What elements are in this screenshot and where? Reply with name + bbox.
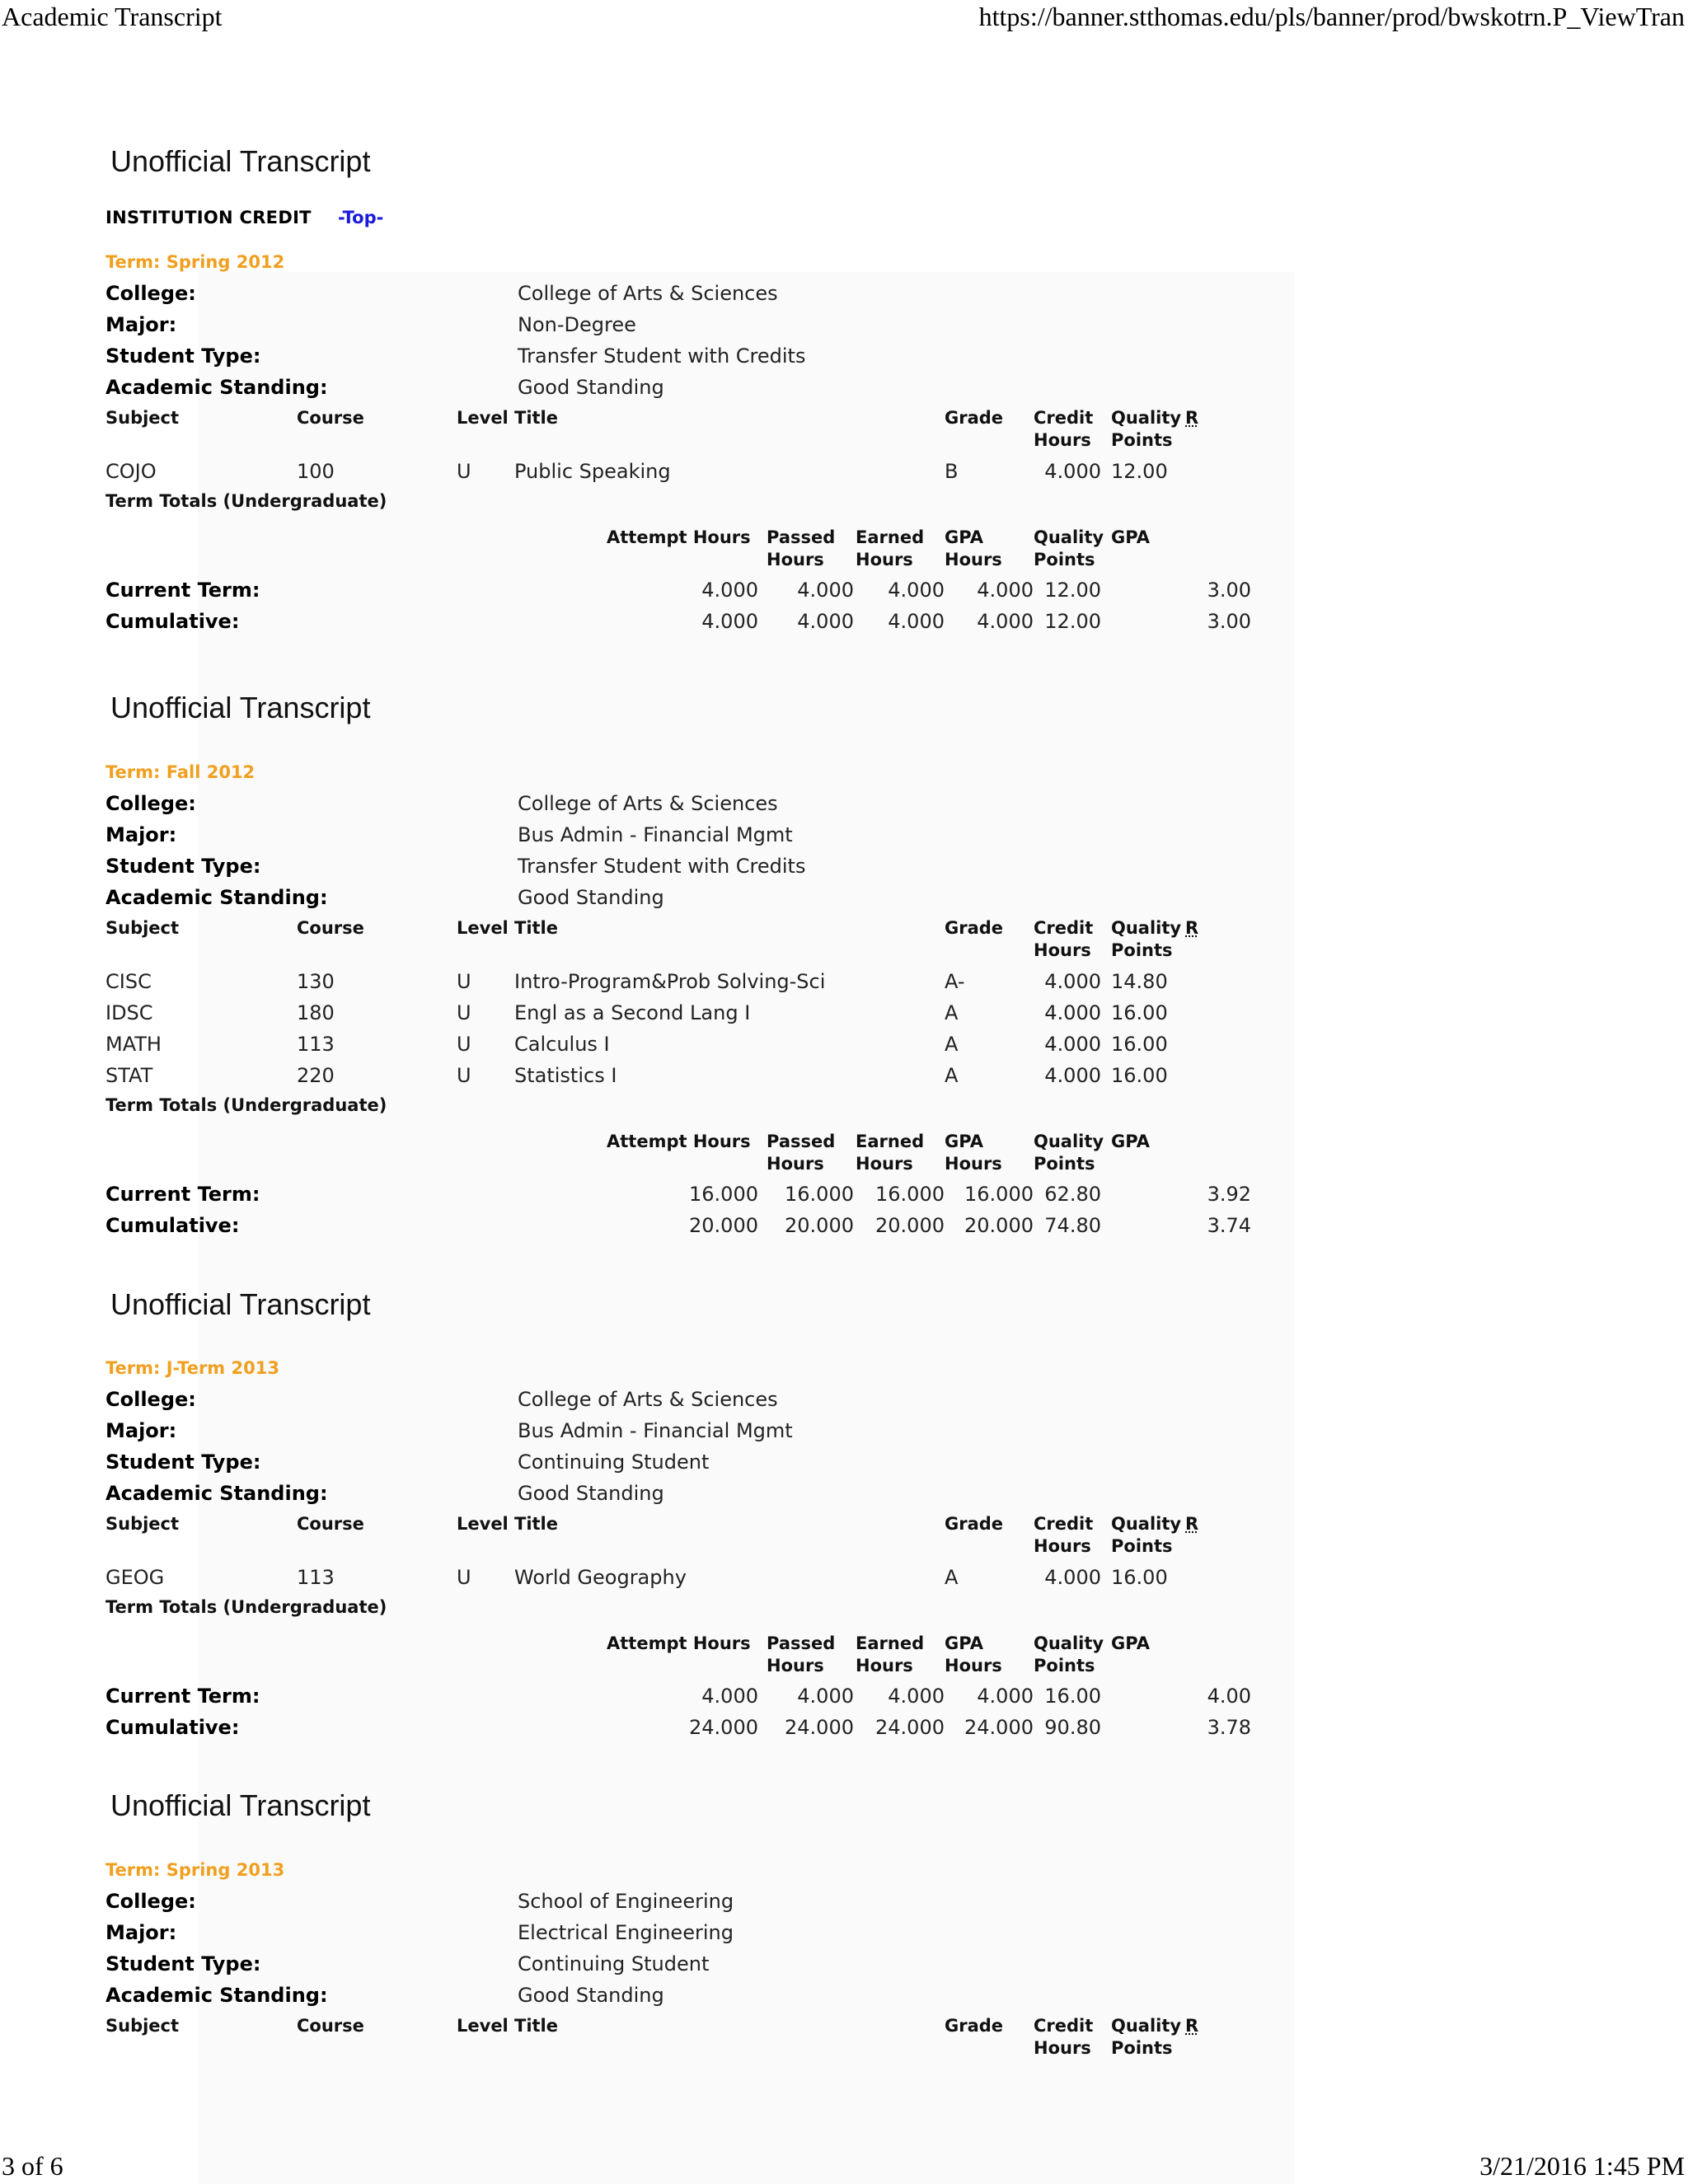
course-grade: A-	[945, 970, 965, 993]
col-course: Course	[297, 1514, 364, 1534]
student-type-value: Continuing Student	[518, 1451, 710, 1474]
major-label: Major:	[106, 1419, 177, 1442]
totals-col-attempt-hours: Attempt Hours	[607, 527, 751, 547]
academic-standing-value: Good Standing	[518, 1984, 664, 2007]
col-credit-hours-1: Credit	[1034, 1514, 1094, 1534]
totals-col-quality-1: Quality	[1034, 1132, 1104, 1151]
college-value: College of Arts & Sciences	[518, 282, 778, 305]
college-label: College:	[106, 792, 196, 815]
totals-col-passed-1: Passed	[767, 1633, 836, 1653]
cumulative-attempt-hours: 4.000	[701, 610, 758, 633]
totals-col-passed-1: Passed	[767, 527, 836, 547]
course-credit-hours: 4.000	[1044, 1033, 1101, 1056]
totals-col-gpa: GPA	[1111, 527, 1150, 547]
col-credit-hours-2: Hours	[1034, 430, 1091, 450]
current-term-label: Current Term:	[106, 1183, 260, 1206]
cumulative-earned-hours: 24.000	[875, 1716, 945, 1739]
college-label: College:	[106, 282, 196, 305]
current-term-attempt-hours: 16.000	[689, 1183, 758, 1206]
totals-col-gpa-hours-1: GPA	[945, 1633, 983, 1653]
col-quality-points-2: Points	[1111, 940, 1173, 960]
totals-col-quality-1: Quality	[1034, 527, 1104, 547]
course-title: World Geography	[514, 1566, 687, 1589]
current-term-attempt-hours: 4.000	[701, 1685, 758, 1708]
course-quality-points: 16.00	[1111, 1064, 1168, 1087]
course-title: Calculus I	[514, 1033, 610, 1056]
col-repeat: R	[1185, 918, 1199, 938]
course-title: Intro-Program&Prob Solving-Sci	[514, 970, 826, 993]
term-heading: Term: Spring 2012	[106, 252, 285, 272]
course-number: 113	[297, 1033, 335, 1056]
col-repeat: R	[1185, 2016, 1199, 2036]
academic-standing-label: Academic Standing:	[106, 886, 328, 909]
page-title: Unofficial Transcript	[110, 1287, 371, 1321]
college-label: College:	[106, 1890, 196, 1913]
col-title: Title	[514, 2016, 559, 2036]
totals-col-gpa-hours-2: Hours	[945, 1656, 1002, 1675]
col-level: Level	[457, 2016, 509, 2036]
academic-standing-label: Academic Standing:	[106, 376, 328, 399]
current-term-passed-hours: 4.000	[797, 579, 854, 602]
college-value: College of Arts & Sciences	[518, 792, 778, 815]
col-quality-points-2: Points	[1111, 2038, 1173, 2058]
totals-col-passed-2: Hours	[767, 1656, 824, 1675]
col-grade: Grade	[945, 918, 1004, 938]
totals-col-attempt-hours: Attempt Hours	[607, 1132, 751, 1151]
course-subject: MATH	[106, 1033, 162, 1056]
cumulative-attempt-hours: 20.000	[689, 1214, 758, 1237]
col-level: Level	[457, 1514, 509, 1534]
course-level: U	[457, 1064, 471, 1087]
totals-col-gpa-hours-2: Hours	[945, 550, 1002, 569]
course-quality-points: 16.00	[1111, 1566, 1168, 1589]
course-subject: STAT	[106, 1064, 153, 1087]
student-type-label: Student Type:	[106, 1952, 261, 1975]
current-term-gpa: 4.00	[1207, 1685, 1251, 1708]
course-title: Public Speaking	[514, 460, 671, 483]
course-subject: CISC	[106, 970, 152, 993]
student-type-value: Transfer Student with Credits	[518, 344, 806, 368]
totals-col-attempt-hours: Attempt Hours	[607, 1633, 751, 1653]
course-subject: COJO	[106, 460, 157, 483]
cumulative-quality-points: 12.00	[1044, 610, 1101, 633]
course-subject: GEOG	[106, 1566, 165, 1589]
col-credit-hours-1: Credit	[1034, 408, 1094, 428]
course-number: 100	[297, 460, 335, 483]
totals-col-passed-1: Passed	[767, 1132, 836, 1151]
col-quality-points-2: Points	[1111, 430, 1173, 450]
col-course: Course	[297, 2016, 364, 2036]
totals-col-gpa-hours-2: Hours	[945, 1154, 1002, 1174]
totals-col-gpa-hours-1: GPA	[945, 527, 983, 547]
cumulative-gpa-hours: 4.000	[977, 610, 1034, 633]
term-totals-heading: Term Totals (Undergraduate)	[106, 491, 387, 511]
totals-col-quality-1: Quality	[1034, 1633, 1104, 1653]
course-credit-hours: 4.000	[1044, 1064, 1101, 1087]
col-course: Course	[297, 408, 364, 428]
totals-col-gpa-hours-1: GPA	[945, 1132, 983, 1151]
totals-col-quality-2: Points	[1034, 1656, 1095, 1675]
term-totals-heading: Term Totals (Undergraduate)	[106, 1095, 387, 1115]
term-heading: Term: J-Term 2013	[106, 1358, 279, 1378]
course-credit-hours: 4.000	[1044, 1566, 1101, 1589]
col-course: Course	[297, 918, 364, 938]
course-grade: A	[945, 1001, 959, 1024]
col-subject: Subject	[106, 918, 180, 938]
cumulative-attempt-hours: 24.000	[689, 1716, 758, 1739]
current-term-gpa-hours: 4.000	[977, 579, 1034, 602]
major-label: Major:	[106, 313, 177, 336]
page-title: Unofficial Transcript	[110, 691, 371, 724]
cumulative-label: Cumulative:	[106, 610, 240, 633]
course-quality-points: 12.00	[1111, 460, 1168, 483]
course-quality-points: 16.00	[1111, 1033, 1168, 1056]
cumulative-gpa-hours: 24.000	[964, 1716, 1034, 1739]
student-type-label: Student Type:	[106, 1451, 261, 1474]
course-quality-points: 16.00	[1111, 1001, 1168, 1024]
academic-standing-value: Good Standing	[518, 376, 664, 399]
page-title: Unofficial Transcript	[110, 144, 371, 178]
course-credit-hours: 4.000	[1044, 460, 1101, 483]
totals-col-quality-2: Points	[1034, 550, 1095, 569]
totals-col-earned-2: Hours	[856, 1656, 913, 1675]
col-credit-hours-1: Credit	[1034, 2016, 1094, 2036]
current-term-passed-hours: 16.000	[785, 1183, 854, 1206]
print-header-title: Academic Transcript	[2, 2, 223, 31]
cumulative-gpa: 3.00	[1207, 610, 1251, 633]
col-quality-points-1: Quality	[1111, 1514, 1182, 1534]
current-term-attempt-hours: 4.000	[701, 579, 758, 602]
current-term-quality-points: 62.80	[1044, 1183, 1101, 1206]
cumulative-quality-points: 90.80	[1044, 1716, 1101, 1739]
course-level: U	[457, 1033, 471, 1056]
current-term-quality-points: 16.00	[1044, 1685, 1101, 1708]
cumulative-earned-hours: 20.000	[875, 1214, 945, 1237]
current-term-gpa-hours: 16.000	[964, 1183, 1034, 1206]
current-term-gpa: 3.00	[1207, 579, 1251, 602]
academic-standing-value: Good Standing	[518, 1482, 664, 1505]
current-term-earned-hours: 4.000	[888, 579, 945, 602]
term-totals-heading: Term Totals (Undergraduate)	[106, 1597, 387, 1617]
academic-standing-value: Good Standing	[518, 886, 664, 909]
col-grade: Grade	[945, 1514, 1004, 1534]
cumulative-earned-hours: 4.000	[888, 610, 945, 633]
col-quality-points-1: Quality	[1111, 2016, 1182, 2036]
course-credit-hours: 4.000	[1044, 1001, 1101, 1024]
course-credit-hours: 4.000	[1044, 970, 1101, 993]
print-datetime: 3/21/2016 1:45 PM	[1479, 2151, 1685, 2181]
course-title: Statistics I	[514, 1064, 617, 1087]
course-number: 180	[297, 1001, 335, 1024]
col-credit-hours-2: Hours	[1034, 940, 1091, 960]
col-credit-hours-2: Hours	[1034, 2038, 1091, 2058]
top-link[interactable]: -Top-	[338, 208, 384, 227]
course-level: U	[457, 460, 471, 483]
academic-standing-label: Academic Standing:	[106, 1482, 328, 1505]
current-term-earned-hours: 4.000	[888, 1685, 945, 1708]
col-grade: Grade	[945, 2016, 1004, 2036]
course-grade: A	[945, 1064, 959, 1087]
institution-credit-heading: INSTITUTION CREDIT	[106, 208, 312, 227]
student-type-label: Student Type:	[106, 344, 261, 368]
term-heading: Term: Fall 2012	[106, 762, 256, 782]
col-title: Title	[514, 408, 559, 428]
col-quality-points-2: Points	[1111, 1536, 1173, 1556]
col-subject: Subject	[106, 408, 180, 428]
academic-standing-label: Academic Standing:	[106, 1984, 328, 2007]
col-credit-hours-1: Credit	[1034, 918, 1094, 938]
col-subject: Subject	[106, 2016, 180, 2036]
major-value: Electrical Engineering	[518, 1921, 734, 1944]
col-repeat: R	[1185, 408, 1199, 428]
page-number: 3 of 6	[2, 2151, 63, 2181]
col-title: Title	[514, 918, 559, 938]
cumulative-gpa: 3.78	[1207, 1716, 1251, 1739]
totals-col-quality-2: Points	[1034, 1154, 1095, 1174]
col-level: Level	[457, 408, 509, 428]
cumulative-gpa: 3.74	[1207, 1214, 1251, 1237]
student-type-value: Continuing Student	[518, 1952, 710, 1975]
course-number: 220	[297, 1064, 335, 1087]
college-value: School of Engineering	[518, 1890, 734, 1913]
cumulative-passed-hours: 24.000	[785, 1716, 854, 1739]
col-grade: Grade	[945, 408, 1004, 428]
col-repeat: R	[1185, 1514, 1199, 1534]
course-grade: A	[945, 1033, 959, 1056]
course-grade: B	[945, 460, 959, 483]
major-value: Bus Admin - Financial Mgmt	[518, 1419, 793, 1442]
college-value: College of Arts & Sciences	[518, 1388, 778, 1411]
current-term-gpa-hours: 4.000	[977, 1685, 1034, 1708]
current-term-quality-points: 12.00	[1044, 579, 1101, 602]
course-title: Engl as a Second Lang I	[514, 1001, 751, 1024]
term-heading: Term: Spring 2013	[106, 1860, 285, 1880]
college-label: College:	[106, 1388, 196, 1411]
cumulative-passed-hours: 4.000	[797, 610, 854, 633]
course-level: U	[457, 970, 471, 993]
current-term-earned-hours: 16.000	[875, 1183, 945, 1206]
course-number: 130	[297, 970, 335, 993]
major-value: Non-Degree	[518, 313, 636, 336]
major-value: Bus Admin - Financial Mgmt	[518, 823, 793, 846]
course-number: 113	[297, 1566, 335, 1589]
current-term-passed-hours: 4.000	[797, 1685, 854, 1708]
totals-col-earned-2: Hours	[856, 550, 913, 569]
totals-col-earned-1: Earned	[856, 1633, 925, 1653]
current-term-label: Current Term:	[106, 579, 260, 602]
cumulative-label: Cumulative:	[106, 1716, 240, 1739]
col-level: Level	[457, 918, 509, 938]
course-level: U	[457, 1001, 471, 1024]
page-title: Unofficial Transcript	[110, 1788, 371, 1822]
totals-col-earned-2: Hours	[856, 1154, 913, 1174]
cumulative-passed-hours: 20.000	[785, 1214, 854, 1237]
course-subject: IDSC	[106, 1001, 153, 1024]
totals-col-passed-2: Hours	[767, 1154, 824, 1174]
col-credit-hours-2: Hours	[1034, 1536, 1091, 1556]
current-term-gpa: 3.92	[1207, 1183, 1251, 1206]
col-subject: Subject	[106, 1514, 180, 1534]
current-term-label: Current Term:	[106, 1685, 260, 1708]
cumulative-label: Cumulative:	[106, 1214, 240, 1237]
totals-col-passed-2: Hours	[767, 550, 824, 569]
student-type-label: Student Type:	[106, 855, 261, 878]
student-type-value: Transfer Student with Credits	[518, 855, 806, 878]
print-header-url: https://banner.stthomas.edu/pls/banner/prod/bwskotrn.P_ViewTran	[978, 2, 1685, 31]
course-level: U	[457, 1566, 471, 1589]
col-title: Title	[514, 1514, 559, 1534]
cumulative-gpa-hours: 20.000	[964, 1214, 1034, 1237]
major-label: Major:	[106, 823, 177, 846]
totals-col-earned-1: Earned	[856, 527, 925, 547]
totals-col-gpa: GPA	[1111, 1132, 1150, 1151]
course-grade: A	[945, 1566, 959, 1589]
totals-col-earned-1: Earned	[856, 1132, 925, 1151]
totals-col-gpa: GPA	[1111, 1633, 1150, 1653]
major-label: Major:	[106, 1921, 177, 1944]
col-quality-points-1: Quality	[1111, 918, 1182, 938]
course-quality-points: 14.80	[1111, 970, 1168, 993]
cumulative-quality-points: 74.80	[1044, 1214, 1101, 1237]
col-quality-points-1: Quality	[1111, 408, 1182, 428]
